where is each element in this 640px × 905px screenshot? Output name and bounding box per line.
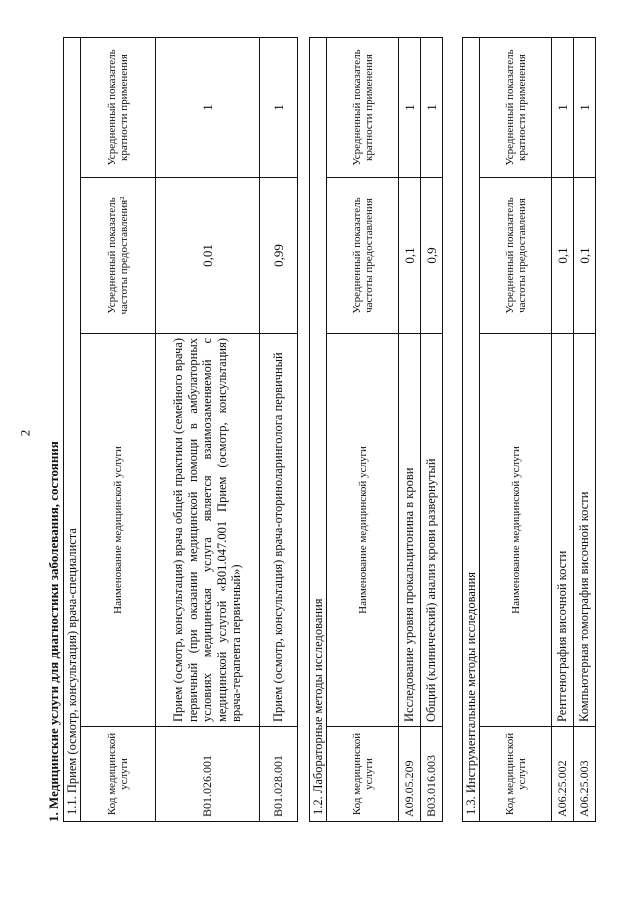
- table-1-1: [63, 37, 298, 822]
- document-heading: 1. Медицинские услуги для диагностики заболевания, состояния: [46, 441, 61, 822]
- section-title: 1.1. Прием (осмотр, консультация) врача-специалиста: [64, 37, 81, 821]
- service-name: Прием (осмотр, консультация) врача общей практики (семейного врача) первичный (при оказании медицинской помощи в амбулаторных условиях медицинская услуга является взаимозаменяемой с медицинской услугой «B01.047.001 Прием (осмотр, консультация) врача-терапевта первичный»): [156, 334, 260, 727]
- table-row: [260, 37, 298, 821]
- col-header-name: Наименование медицинской услуги: [480, 334, 552, 727]
- table-row: [552, 37, 574, 821]
- multiplicity-value: 1: [421, 37, 443, 177]
- frequency-value: 0,1: [399, 178, 421, 334]
- section-title: 1.2. Лабораторные методы исследования: [310, 37, 327, 821]
- multiplicity-value: 1: [260, 37, 298, 177]
- col-header-name: Наименование медицинской услуги: [327, 334, 399, 727]
- page-number: 2: [17, 429, 33, 437]
- table-row: [421, 37, 443, 821]
- table-row: [574, 37, 596, 821]
- multiplicity-value: 1: [574, 37, 596, 177]
- service-name: Исследование уровня прокальцитонина в крови: [399, 334, 421, 727]
- section-1-1-block: [45, 37, 298, 822]
- table-1-3: [462, 37, 596, 822]
- frequency-value: 0,9: [421, 178, 443, 334]
- service-name: Общий (клинический) анализ крови развернутый: [421, 334, 443, 727]
- col-header-multiplicity: Усредненный показатель кратности применения: [480, 37, 552, 177]
- col-header-code: Код медицинской услуги: [327, 727, 399, 822]
- service-code: B01.028.001: [260, 727, 298, 822]
- table-row: [399, 37, 421, 821]
- table-row: [156, 37, 260, 821]
- col-header-code: Код медицинской услуги: [81, 727, 156, 822]
- frequency-value: 0,1: [574, 178, 596, 334]
- service-code: A09.05.209: [399, 727, 421, 822]
- multiplicity-value: 1: [156, 37, 260, 177]
- col-header-frequency: Усредненный показатель частоты предоставления: [480, 178, 552, 334]
- service-code: A06.25.003: [574, 727, 596, 822]
- col-header-frequency: Усредненный показатель частоты предоставления²: [81, 178, 156, 334]
- section-title: 1.3. Инструментальные методы исследования: [463, 37, 480, 821]
- multiplicity-value: 1: [399, 37, 421, 177]
- frequency-value: 0,99: [260, 178, 298, 334]
- col-header-code: Код медицинской услуги: [480, 727, 552, 822]
- frequency-value: 0,01: [156, 178, 260, 334]
- service-code: B01.026.001: [156, 727, 260, 822]
- section-1-2-block: [309, 37, 443, 822]
- service-code: B03.016.003: [421, 727, 443, 822]
- col-header-multiplicity: Усредненный показатель кратности применения: [81, 37, 156, 177]
- frequency-value: 0,1: [552, 178, 574, 334]
- service-name: Рентгенография височной кости: [552, 334, 574, 727]
- col-header-frequency: Усредненный показатель частоты предоставления: [327, 178, 399, 334]
- table-1-2: [309, 37, 443, 822]
- section-1-3-block: [462, 37, 596, 822]
- multiplicity-value: 1: [552, 37, 574, 177]
- col-header-name: Наименование медицинской услуги: [81, 334, 156, 727]
- service-name: Прием (осмотр, консультация) врача-оториноларинголога первичный: [260, 334, 298, 727]
- service-name: Компьютерная томография височной кости: [574, 334, 596, 727]
- service-code: A06.25.002: [552, 727, 574, 822]
- col-header-multiplicity: Усредненный показатель кратности применения: [327, 37, 399, 177]
